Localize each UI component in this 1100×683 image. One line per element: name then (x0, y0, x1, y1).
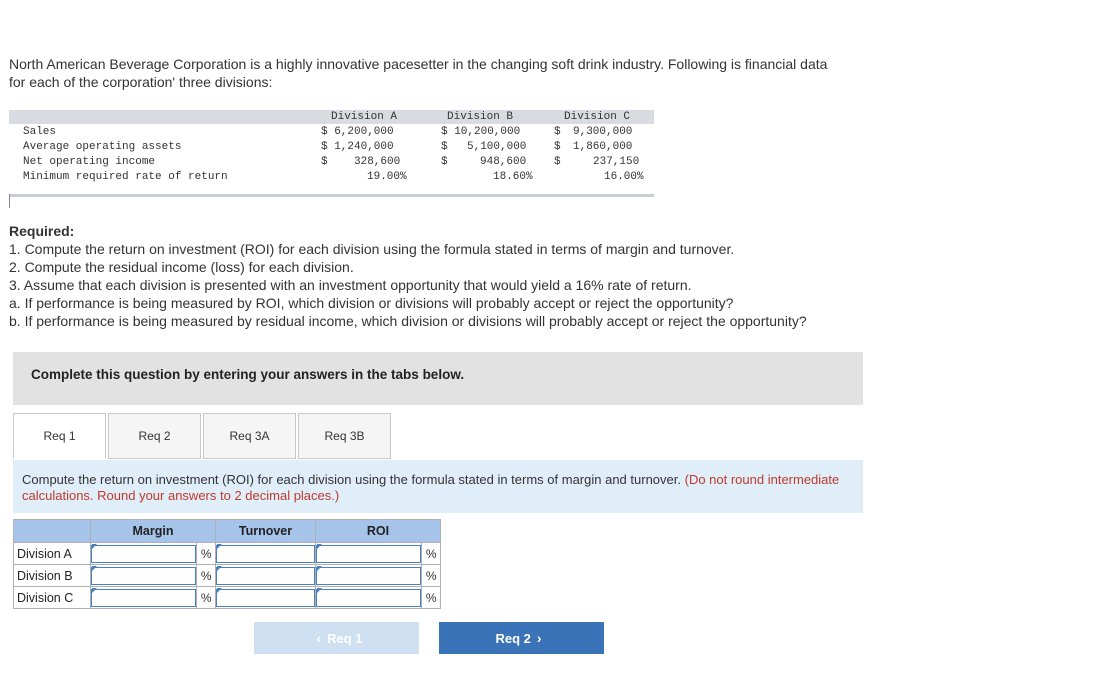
roi-cell-c (316, 587, 422, 609)
div-a-noi: 328,600 (354, 156, 401, 168)
roi-pct-b: % (421, 565, 440, 587)
roi-cell-b (316, 565, 422, 587)
answer-row-division-a (14, 543, 441, 565)
row-label-sales: Sales (23, 126, 57, 138)
chevron-left-icon: ‹ (316, 630, 322, 646)
roi-input-division-b[interactable] (316, 567, 421, 585)
row-label-min-rate: Minimum required rate of return (23, 171, 228, 183)
answer-header-row (14, 520, 441, 543)
margin-pct-b: % (196, 565, 215, 587)
table-bottom-bar (9, 194, 654, 197)
question-prompt: Compute the return on investment (ROI) for each division using the formula stated in terms of margin and turnover. (22, 472, 681, 487)
row-label-noi: Net operating income (23, 156, 156, 168)
next-req-label: Req 2 (495, 630, 531, 646)
answer-table (13, 519, 441, 609)
div-c-min-rate: 16.00% (604, 171, 644, 183)
header-division-c: Division C (564, 111, 631, 123)
intro-line-2: for each of the corporation' three divisions: (9, 74, 273, 90)
div-b-sales: $ 10,200,000 (441, 126, 521, 138)
question-note: (Do not round intermediate calculations. Round your answers to 2 decimal places.) (22, 472, 840, 503)
instruction-text: Complete this question by entering your answers in the tabs below. (31, 367, 465, 382)
header-division-b: Division B (447, 111, 514, 123)
div-c-assets: 1,860,000 (573, 141, 633, 153)
tab-req-3a[interactable]: Req 3A (203, 413, 296, 459)
turnover-cell-c (216, 587, 316, 609)
required-item-3: 3. Assume that each division is presented with an investment opportunity that would yield a 16% rate of return. (9, 277, 692, 293)
tab-req-3b[interactable]: Req 3B (298, 413, 391, 459)
intro-text (9, 55, 969, 91)
answer-row-division-c (14, 587, 441, 609)
div-b-min-rate: 18.60% (493, 171, 533, 183)
required-item-3b: b. If performance is being measured by residual income, which division or divisions will probably accept or reject the opportunity? (9, 313, 807, 329)
div-c-noi: 237,150 (593, 156, 640, 168)
turnover-input-division-a[interactable] (216, 545, 315, 563)
roi-input-division-c[interactable] (316, 589, 421, 607)
div-b-assets: 5,100,000 (467, 141, 527, 153)
div-a-assets: $ 1,240,000 (321, 141, 394, 153)
chevron-right-icon: › (536, 630, 542, 646)
intro-line-1: North American Beverage Corporation is a highly innovative pacesetter in the changing soft drink industry. Following is financial data (9, 56, 828, 72)
div-c-sales: 9,300,000 (573, 126, 633, 138)
margin-cell-b (91, 565, 197, 587)
div-c-sales-symbol: $ (554, 126, 561, 138)
div-a-sales: $ 6,200,000 (321, 126, 394, 138)
roi-input-division-a[interactable] (316, 545, 421, 563)
tab-req-2[interactable]: Req 2 (108, 413, 201, 459)
turnover-cell-b (216, 565, 316, 587)
financial-data-table (9, 110, 654, 198)
row-label-division-b: Division B (14, 565, 91, 587)
margin-input-division-c[interactable] (91, 589, 196, 607)
div-b-noi-symbol: $ (441, 156, 448, 168)
div-a-noi-symbol: $ (321, 156, 328, 168)
instruction-banner (13, 352, 863, 405)
div-a-min-rate: 19.00% (367, 171, 407, 183)
required-section (9, 222, 1009, 330)
tab-req-1[interactable]: Req 1 (13, 413, 106, 459)
margin-input-division-b[interactable] (91, 567, 196, 585)
margin-input-division-a[interactable] (91, 545, 196, 563)
question-panel (13, 460, 863, 513)
required-item-1: 1. Compute the return on investment (ROI) for each division using the formula stated in terms of margin and turnover. (9, 241, 735, 257)
header-margin: Margin (91, 520, 216, 543)
margin-cell-c (91, 587, 197, 609)
div-b-assets-symbol: $ (441, 141, 448, 153)
div-b-noi: 948,600 (480, 156, 527, 168)
roi-cell-a (316, 543, 422, 565)
question-text (22, 472, 852, 504)
next-req-button[interactable] (439, 622, 604, 654)
prev-req-label: Req 1 (327, 630, 363, 646)
answer-row-division-b (14, 565, 441, 587)
header-roi: ROI (316, 520, 441, 543)
row-label-division-c: Division C (14, 587, 91, 609)
prev-req-button[interactable] (254, 622, 419, 654)
roi-pct-a: % (421, 543, 440, 565)
div-c-assets-symbol: $ (554, 141, 561, 153)
header-turnover: Turnover (216, 520, 316, 543)
roi-pct-c: % (421, 587, 440, 609)
turnover-input-division-b[interactable] (216, 567, 315, 585)
row-label-division-a: Division A (14, 543, 91, 565)
margin-pct-c: % (196, 587, 215, 609)
required-item-3a: a. If performance is being measured by ROI, which division or divisions will probably accept or reject the opportunity? (9, 295, 734, 311)
turnover-input-division-c[interactable] (216, 589, 315, 607)
margin-cell-a (91, 543, 197, 565)
answer-header-blank (14, 520, 91, 543)
header-division-a: Division A (331, 111, 398, 123)
turnover-cell-a (216, 543, 316, 565)
div-c-noi-symbol: $ (554, 156, 561, 168)
table-left-edge (9, 194, 10, 208)
required-title: Required: (9, 223, 75, 239)
row-label-assets: Average operating assets (23, 141, 182, 153)
required-item-2: 2. Compute the residual income (loss) for each division. (9, 259, 354, 275)
margin-pct-a: % (196, 543, 215, 565)
